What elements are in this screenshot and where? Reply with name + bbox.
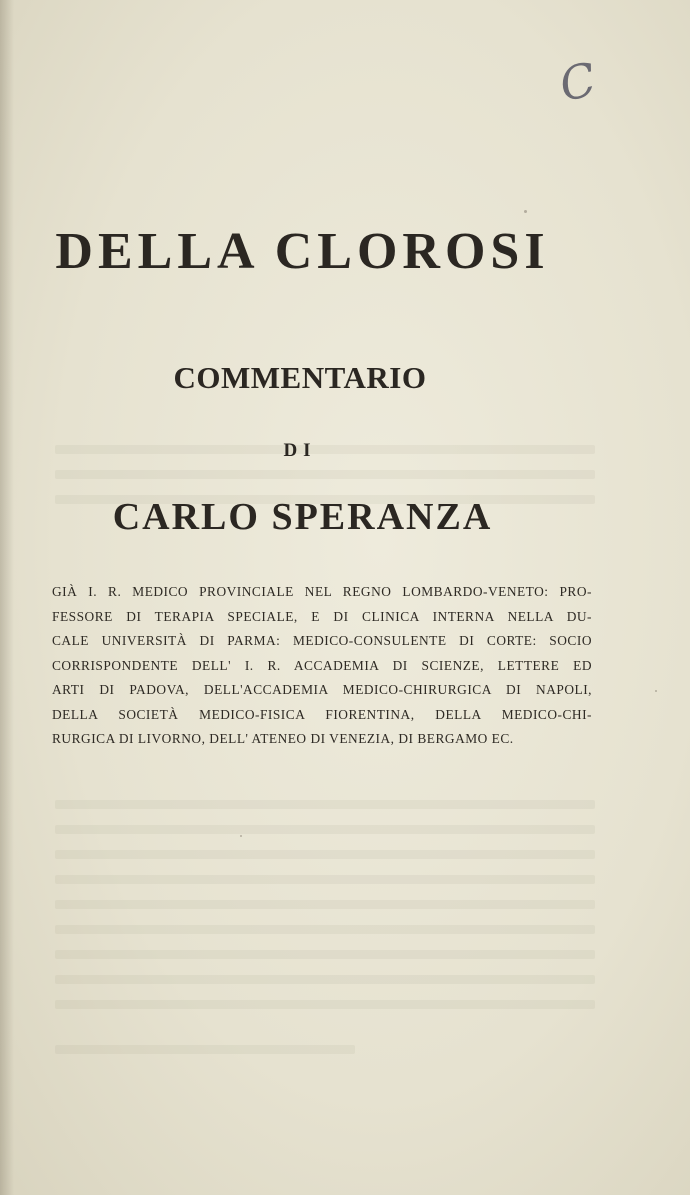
author-preposition: DI — [283, 440, 317, 461]
paper-speck — [524, 210, 527, 213]
bleed-through-line — [55, 1000, 595, 1009]
bleed-through-line — [55, 975, 595, 984]
paper-speck — [655, 690, 657, 692]
credentials-line: DELLA SOCIETÀ MEDICO-FISICA FIORENTINA, DELLA MEDICO-CHI- — [52, 706, 592, 722]
credentials-line: FESSORE DI TERAPIA SPECIALE, E DI CLINICA INTERNA NELLA DU- — [52, 608, 592, 624]
credentials-line: CORRISPONDENTE DELL' I. R. ACCADEMIA DI SCIENZE, LETTERE ED — [52, 657, 592, 673]
bleed-through-line — [55, 800, 595, 809]
bleed-through-line — [55, 950, 595, 959]
bleed-through-line — [55, 1045, 355, 1054]
bleed-through-line — [55, 850, 595, 859]
bleed-through-line — [55, 925, 595, 934]
credentials-line: ARTI DI PADOVA, DELL'ACCADEMIA MEDICO-CHIRURGICA DI NAPOLI, — [52, 682, 592, 697]
author-name: CARLO SPERANZA — [112, 496, 493, 538]
bleed-through-line — [55, 875, 595, 884]
credentials-line: RURGICA DI LIVORNO, DELL' ATENEO DI VENEZIA, DI BERGAMO EC. — [52, 731, 514, 746]
author-credentials — [52, 580, 592, 752]
bleed-through-line — [55, 825, 595, 834]
bleed-through-line — [55, 470, 595, 479]
handwritten-mark: C — [554, 51, 601, 113]
book-subtitle: COMMENTARIO — [173, 360, 427, 395]
credentials-line: CALE UNIVERSITÀ DI PARMA: MEDICO-CONSULENTE DI CORTE: SOCIO — [52, 633, 592, 648]
book-title: DELLA CLOROSI — [55, 223, 550, 280]
credentials-line: GIÀ I. R. MEDICO PROVINCIALE NEL REGNO LOMBARDO-VENETO: PRO- — [52, 584, 592, 599]
bleed-through-line — [55, 900, 595, 909]
paper-speck — [240, 835, 242, 837]
page-edge-shadow — [0, 0, 14, 1195]
